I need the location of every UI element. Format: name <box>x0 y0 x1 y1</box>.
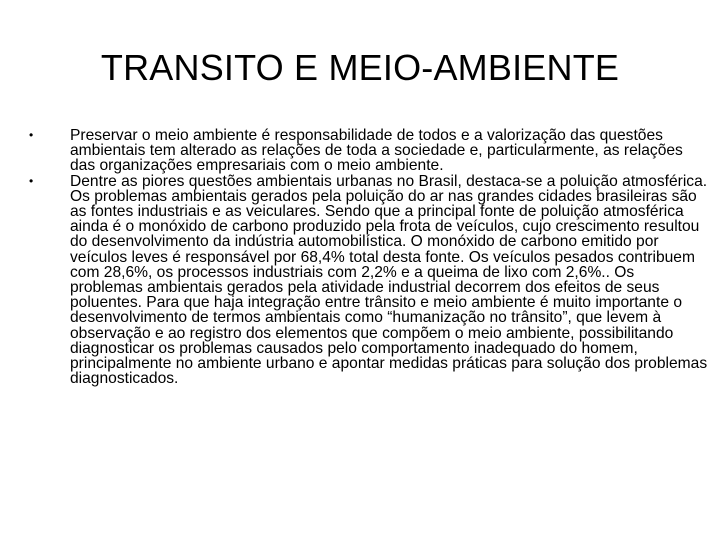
bullet-list <box>29 128 709 386</box>
bullet-item-2 <box>29 174 709 387</box>
bullet-text-1: Preservar o meio ambiente é responsabilidade de todos e a valorização das questões ambientais tem alterado as relações de toda a sociedade e, particularmente, as relações das organizações empresariais com o meio ambiente. <box>70 127 683 175</box>
bullet-item-1 <box>29 128 709 174</box>
bullet-text-2: Dentre as piores questões ambientais urbanas no Brasil, destaca-se a poluição atmosférica. Os problemas ambientais gerados pela poluição do ar nas grandes cidades brasileiras são as fontes industriais e as veiculares. Sendo que a principal fonte de poluição atmosférica ainda é o monóxido de carbono produzido pela frota de veículos, cujo crescimento resultou do desenvolvimento da indústria automobilística. O monóxido de carbono emitido por veículos leves é responsável por 68,4% total desta fonte. Os veículos pesados contribuem com 28,6%, os processos industriais com 2,2% e a queima de lixo com 2,6%.. Os problemas ambientais gerados pela atividade industrial decorrem dos efeitos de seus poluentes. Para que haja integração entre trânsito e meio ambiente é muito importante o desenvolvimento de termos ambientais como “humanização no trânsito”, que levem à observação e ao registro dos elementos que compõem o meio ambiente, possibilitando diagnosticar os problemas causados pelo comportamento inadequado do homem, principalmente no ambiente urbano e apontar medidas práticas para solução dos problemas diagnosticados. <box>70 172 708 388</box>
bullet-icon: • <box>29 173 34 188</box>
slide-title: TRANSITO E MEIO-AMBIENTE <box>100 47 620 88</box>
bullet-icon: • <box>29 128 34 142</box>
